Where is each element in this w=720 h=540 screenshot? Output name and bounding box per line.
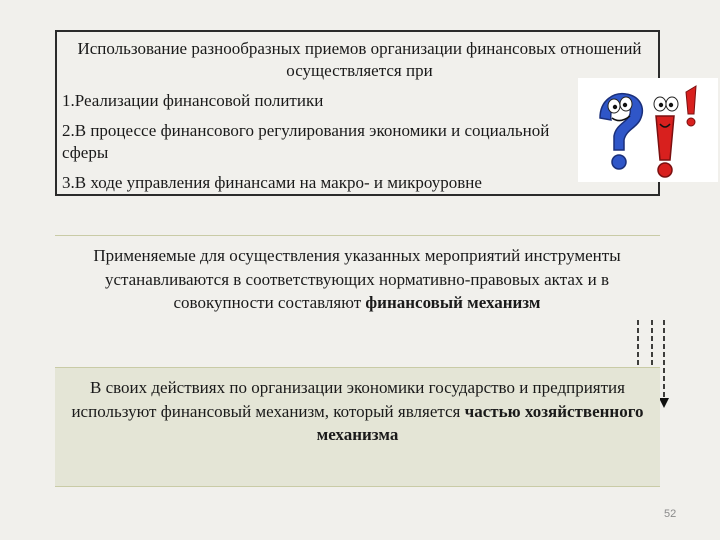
mechanism-text: Применяемые для осуществления указанных мероприятий инструменты устанавливаются в соответствующих нормативно-правовых актах и в совокупности составляют	[93, 246, 621, 312]
mechanism-paragraph	[62, 244, 652, 315]
list-item-2: 2.В процессе финансового регулирования экономики и социальной	[62, 121, 550, 140]
list-item-2-continuation: сферы	[62, 143, 109, 162]
divider-line	[55, 235, 660, 236]
conclusion-paragraph	[55, 376, 660, 447]
intro-box	[55, 30, 660, 196]
mechanism-term: финансовый механизм	[365, 293, 541, 312]
list-item-1: 1.Реализации финансовой политики	[62, 91, 324, 110]
list-item-3: 3.В ходе управления финансами на макро- и микроуровне	[62, 173, 482, 192]
conclusion-box	[55, 367, 660, 487]
slide-number: 52	[664, 508, 677, 520]
conclusion-text: В своих действиях по организации экономики государство и предприятия используют финансовый механизм, который является	[71, 378, 625, 421]
question-exclamation-clipart-icon	[578, 78, 718, 182]
conclusion-term: частью хозяйственного механизма	[316, 401, 644, 444]
intro-title: Использование разнообразных приемов организации финансовых отношений осуществляется при	[77, 39, 642, 80]
